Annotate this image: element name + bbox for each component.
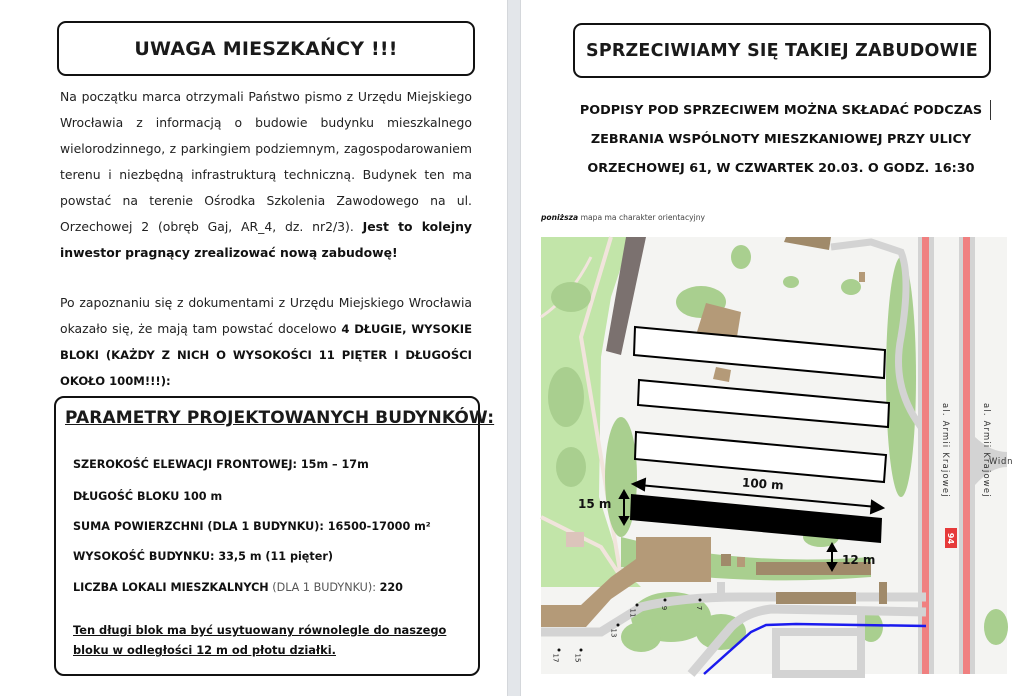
parameters-box [54,396,495,676]
param-row [73,581,403,594]
param-row: DŁUGOŚĆ BLOKU 100 m [73,490,223,503]
side-street-label: Widn [989,456,1014,466]
param-label: LICZBA LOKALI MIESZKALNYCH [73,581,269,594]
map-caption [541,213,705,222]
parking-road [776,632,861,674]
intro-bold-text: Jest to kolejny inwestor pragnący zrealizować nową zabudowę! [60,219,472,260]
right-title-box [573,23,991,78]
left-title: UWAGA MIESZKAŃCY !!! [134,37,398,60]
street-label: al. Armii Krajowej [982,403,992,498]
road-number-shield [945,528,957,548]
house-number: 11 [628,608,637,618]
param-row: SUMA POWIERZCHNI (DLA 1 BUDYNKU): 16500-17000 m² [73,520,431,533]
house-number: 17 [551,653,560,663]
planned-block [638,380,889,427]
right-title: SPRZECIWIAMY SIĘ TAKIEJ ZABUDOWIE [586,40,978,61]
street-label: al. Armii Krajowej [941,403,951,498]
park-building [566,532,584,547]
house-number: 7 [695,605,704,611]
map[interactable] [541,237,1014,674]
width-label: 15 m [578,497,612,511]
findings-bold-text: 4 DŁUGIE, WYSOKIE BLOKI (KAŻDY Z NICH O WYSOKOŚCI 11 PIĘTER I DŁUGOŚCI OKOŁO 100M!!!): [60,322,472,388]
building [737,557,745,567]
parameters-title: PARAMETRY PROJEKTOWANYCH BUDYNKÓW: [65,408,495,428]
building [713,367,731,382]
arrowhead [871,501,883,513]
intro-text: Na początku marca otrzymali Państwo pismo z Urzędu Miejskiego Wrocławia z informacją o budowie budynku mieszkalnego wielorodzinnego, z parkingiem podziemnym, zagospodarowaniem terenu i niezbędną infrastrukturą techniczną. Budynek ten ma powstać na terenie Ośrodka Szkolenia Zawodowego na ul. Orzechowej 2 (obręb Gaj, AR_4, dz. nr2/3). [60,89,472,234]
house-number: 13 [609,628,618,638]
param-value: 220 [379,581,403,594]
parameters-note: Ten długi blok ma być usytuowany równolegle do naszego bloku w odległości 12 m od płotu działki. [73,623,447,657]
meeting-line: ZEBRANIA WSPÓLNOTY MIESZKANIOWEJ PRZY ULICY [590,132,972,147]
house-number: 9 [660,605,669,611]
param-row: SZEROKOŚĆ ELEWACJI FRONTOWEJ: 15m – 17m [73,458,369,471]
house-number: 15 [573,653,582,663]
length-label: 100 m [741,475,785,493]
meeting-info [561,96,1001,183]
page-gutter [508,0,520,696]
meeting-line: PODPISY POD SPRZECIWEM MOŻNA SKŁADAĆ PODCZAS [579,103,983,118]
building [879,582,887,604]
building [776,592,856,604]
intro-paragraph [60,84,472,266]
distance-label: 12 m [842,553,876,567]
map-caption-bold: poniższa [541,213,579,222]
left-page [0,0,508,696]
findings-text: Po zapoznaniu się z dokumentami z Urzędu Miejskiego Wrocławia okazało się, że mają tam powstać docelowo [60,295,472,336]
param-row: WYSOKOŚĆ BUDYNKU: 33,5 m (11 pięter) [73,550,333,563]
map-caption-text: mapa ma charakter orientacyjny [578,213,706,222]
map-canvas [541,237,1007,674]
meeting-line: ORZECHOWEJ 61, W CZWARTEK 20.03. O GODZ. 16:30 [587,161,975,176]
left-title-box [57,21,475,76]
building [721,554,731,566]
findings-paragraph [60,290,472,394]
text-cursor [990,100,991,120]
planned-block [635,432,886,482]
right-page [520,0,1024,696]
building [784,237,831,250]
param-qualifier: (DLA 1 BUDYNKU): [268,581,380,594]
road-number: 94 [946,532,956,544]
planned-block-highlighted [630,494,882,543]
building [859,272,865,282]
main-road [963,237,970,674]
planned-block [634,327,885,378]
